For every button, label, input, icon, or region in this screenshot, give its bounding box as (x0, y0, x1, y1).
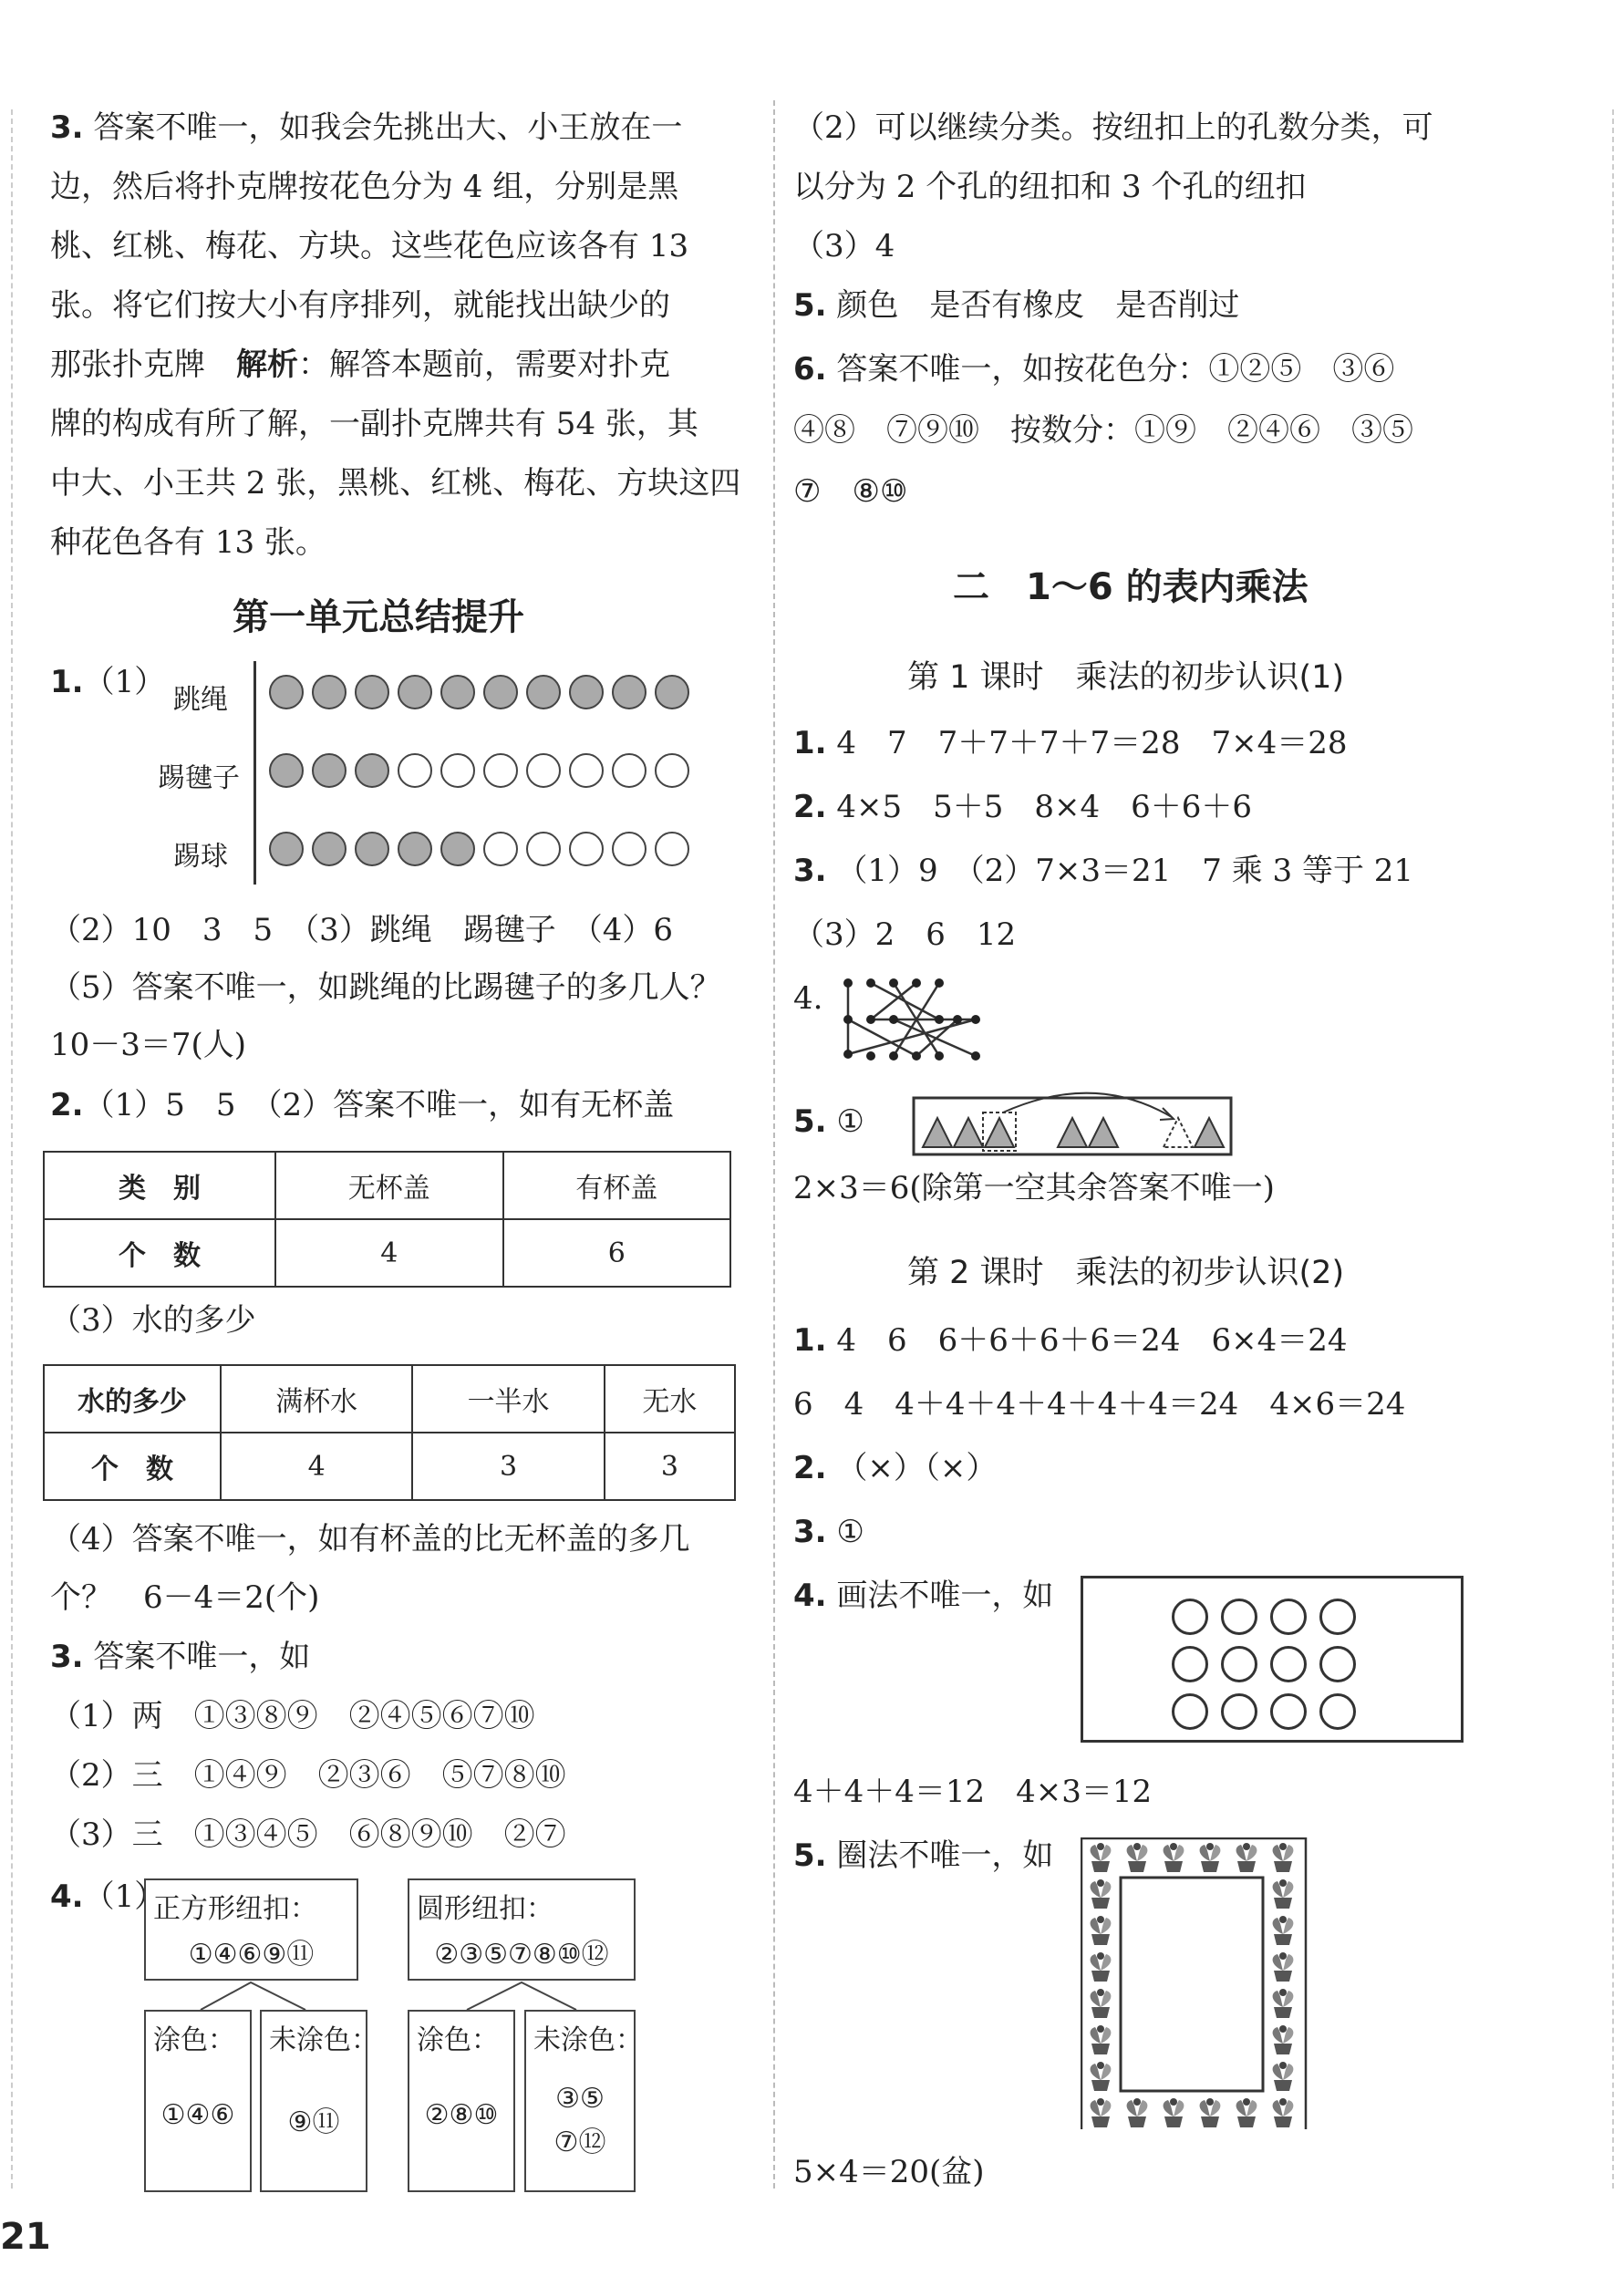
flower-pot-icon (1091, 2098, 1112, 2127)
page-number: 21 (0, 2216, 51, 2258)
round-uncolored-title: 未涂色： (533, 2024, 643, 2056)
row-label-shuttlecock: 踢毽子 (158, 762, 240, 794)
l2-line-3: 2. （×）（×） (793, 1450, 998, 1486)
r-top-line-1: （2）可以继续分类。按纽扣上的孔数分类，可 (793, 109, 1433, 146)
water-table-header-half: 一半水 (412, 1365, 604, 1433)
filled-circle (269, 753, 304, 788)
q3-line-3: 桃、红桃、梅花、方块。这些花色应该各有 13 (50, 228, 689, 264)
circle (1221, 1646, 1257, 1682)
l1-line-4: （3）2 6 12 (793, 916, 1017, 953)
flower-pot-icon (1236, 2098, 1257, 2127)
circle (1270, 1693, 1307, 1730)
round-uncolored-items-2: ⑦⑫ (553, 2127, 606, 2158)
empty-circle (569, 753, 604, 788)
left-margin-line (11, 109, 13, 2189)
flower-pot-icon (1091, 1879, 1112, 1909)
l1-line-3: 3. （1）9 （2）7×3＝21 7 乘 3 等于 21 (793, 853, 1414, 889)
empty-circle (526, 753, 561, 788)
filled-circle (355, 832, 389, 866)
lesson1-title: 第 1 课时 乘法的初步认识(1) (907, 659, 1345, 696)
q1-line-3: （5）答案不唯一，如跳绳的比踢毽子的多几人？ (50, 969, 721, 1006)
square-colored-title: 涂色： (153, 2024, 235, 2056)
r-top-line-3: （3）4 (793, 228, 895, 264)
empty-circle (612, 832, 646, 866)
water-table-row-label: 个 数 (44, 1433, 221, 1500)
l2-line-1: 1. 4 6 6＋6＋6＋6＝24 6×4＝24 (793, 1322, 1348, 1359)
round-colored-title: 涂色： (417, 2024, 499, 2056)
round-uncolored-items-1: ③⑤ (555, 2083, 605, 2115)
l2-q5-answer: 5×4＝20(盆) (793, 2154, 985, 2190)
filled-circle (312, 753, 347, 788)
lid-table-header-category: 类 别 (44, 1152, 275, 1219)
circle-grid (1165, 1593, 1375, 1735)
tree-connectors (50, 1981, 743, 2012)
flower-pot-icon (1273, 1916, 1294, 1945)
water-table-cell-none: 3 (605, 1433, 735, 1500)
circle (1319, 1599, 1356, 1635)
flower-pot-icon (1236, 1843, 1257, 1872)
circle (1172, 1646, 1208, 1682)
empty-circle (526, 832, 561, 866)
q2-line-2: （3）水的多少 (50, 1302, 256, 1339)
l2-q4-answer: 4＋4＋4＝12 4×3＝12 (793, 1774, 1153, 1810)
r-top-line-2: 以分为 2 个孔的纽扣和 3 个孔的纽扣 (793, 169, 1307, 205)
flower-pot-icon (1164, 2098, 1184, 2127)
circle-row-ball (269, 832, 698, 866)
r-q5-line: 5. 颜色 是否有橡皮 是否削过 (793, 287, 1240, 324)
water-table-cell-full: 4 (221, 1433, 412, 1500)
q3-line-4: 张。将它们按大小有序排列，就能找出缺少的 (50, 287, 670, 324)
filled-circle (655, 675, 689, 709)
filled-circle (483, 675, 518, 709)
square-buttons-title: 正方形纽扣： (153, 1893, 317, 1925)
empty-circle (440, 753, 475, 788)
lid-table-row-label: 个 数 (44, 1219, 275, 1287)
l2-q4-line: 4. 画法不唯一，如 (793, 1578, 1054, 1614)
flower-pot-icon (1091, 1952, 1112, 1982)
circle (1270, 1646, 1307, 1682)
filled-circle (355, 753, 389, 788)
square-uncolored-items: ⑨⑪ (287, 2106, 340, 2138)
round-buttons-box (408, 1878, 636, 1981)
filled-circle (312, 832, 347, 866)
r-q6-line-2: ④⑧ ⑦⑨⑩ 按数分：①⑨ ②④⑥ ③⑤ (793, 412, 1413, 449)
dot-line-diagram (839, 974, 994, 1065)
flower-pot-icon (1091, 1916, 1112, 1945)
empty-circle (655, 832, 689, 866)
water-table-cell-half: 3 (412, 1433, 604, 1500)
triangle-diagram (912, 1076, 1240, 1163)
flower-pot-icon (1273, 1843, 1294, 1872)
analysis-line-1: 牌的构成有所了解，一副扑克牌共有 54 张，其 (50, 406, 698, 442)
circle (1319, 1646, 1356, 1682)
empty-circle (655, 753, 689, 788)
square-uncolored-box (260, 2010, 378, 2192)
r-q6-line-1: 6. 答案不唯一，如按花色分：①②⑤ ③⑥ (793, 351, 1395, 388)
q3-line-2: 边，然后将扑克牌按花色分为 4 组，分别是黑 (50, 169, 679, 205)
l2-line-4: 3. ① (793, 1514, 864, 1550)
round-colored-box (408, 2010, 515, 2192)
l1-q5-answer: 2×3＝6(除第一空其余答案不唯一) (793, 1170, 1275, 1206)
filled-circle (440, 675, 475, 709)
water-table-header-none: 无水 (605, 1365, 735, 1433)
q3-line-5: 那张扑克牌 解析：解答本题前，需要对扑克 (50, 347, 670, 383)
round-colored-items: ②⑧⑩ (424, 2099, 499, 2131)
filled-circle (355, 675, 389, 709)
square-buttons-items: ①④⑥⑨⑪ (188, 1939, 315, 1971)
circle (1319, 1693, 1356, 1730)
q3b-line-2: （1）两 ①③⑧⑨ ②④⑤⑥⑦⑩ (50, 1698, 535, 1734)
flower-pot-icon (1273, 1952, 1294, 1982)
circle-row-jump-rope (269, 675, 698, 709)
flower-pot-icon (1091, 1989, 1112, 2018)
empty-circle (483, 753, 518, 788)
filled-circle (569, 675, 604, 709)
empty-circle (612, 753, 646, 788)
lid-table-cell-with-lid: 6 (503, 1219, 731, 1287)
square-colored-items: ①④⑥ (160, 2099, 235, 2131)
flower-pot-icon (1091, 2062, 1112, 2091)
row-label-ball: 踢球 (173, 841, 228, 873)
lid-table (43, 1151, 731, 1288)
circle (1172, 1693, 1208, 1730)
column-divider (773, 100, 775, 2189)
flower-pot-icon (1164, 1843, 1184, 1872)
chapter-title: 二 1～6 的表内乘法 (953, 566, 1309, 608)
filled-circle (398, 675, 432, 709)
section-title: 第一单元总结提升 (233, 596, 524, 638)
round-buttons-title: 圆形纽扣： (417, 1893, 553, 1925)
row-label-jump-rope: 跳绳 (173, 684, 228, 716)
square-colored-box (144, 2010, 252, 2192)
right-margin-line (1612, 109, 1614, 2189)
q1-label: 1.（1） (50, 664, 166, 700)
q4-label: 4.（1） (50, 1878, 166, 1915)
round-buttons-items: ②③⑤⑦⑧⑩⑫ (434, 1939, 609, 1971)
q2-line-1: 2.（1）5 5 （2）答案不唯一，如有无杯盖 (50, 1087, 675, 1123)
flower-pot-icon (1273, 2062, 1294, 2091)
circle (1221, 1693, 1257, 1730)
circle (1172, 1599, 1208, 1635)
flower-pot-icon (1127, 1843, 1148, 1872)
filled-circle (269, 832, 304, 866)
circle-row-shuttlecock (269, 753, 698, 788)
analysis-label: 解析 (236, 347, 298, 383)
q3b-line-3: （2）三 ①④⑨ ②③⑥ ⑤⑦⑧⑩ (50, 1757, 566, 1794)
flower-pot-frame (1081, 1837, 1309, 2129)
filled-circle (312, 675, 347, 709)
square-uncolored-title: 未涂色： (269, 2024, 378, 2056)
empty-circle (483, 832, 518, 866)
round-uncolored-box (524, 2010, 643, 2192)
flower-pot-icon (1127, 2098, 1148, 2127)
empty-circle (398, 753, 432, 788)
lid-table-header-no-lid: 无杯盖 (275, 1152, 503, 1219)
flower-pot-icon (1273, 2098, 1294, 2127)
l2-q5-line: 5. 圈法不唯一，如 (793, 1837, 1054, 1874)
q1-line-4: 10－3＝7(人) (50, 1027, 247, 1063)
q1-line-2: （2）10 3 5 （3）跳绳 踢毽子 （4）6 (50, 912, 674, 948)
l1-q4-num: 4. (793, 980, 823, 1017)
l2-line-2: 6 4 4＋4＋4＋4＋4＋4＝24 4×6＝24 (793, 1386, 1406, 1423)
water-table-header-full: 满杯水 (221, 1365, 412, 1433)
r-q6-line-3: ⑦ ⑧⑩ (793, 473, 908, 510)
l1-line-2: 2. 4×5 5＋5 8×4 6＋6＋6 (793, 789, 1253, 825)
filled-circle (612, 675, 646, 709)
square-buttons-box (144, 1878, 358, 1981)
q3b-line-1: 3. 答案不唯一，如 (50, 1639, 311, 1675)
circle (1221, 1599, 1257, 1635)
flower-pot-icon (1273, 2025, 1294, 2054)
q3b-line-4: （3）三 ①③④⑤ ⑥⑧⑨⑩ ②⑦ (50, 1816, 566, 1853)
filled-circle (526, 675, 561, 709)
water-table (43, 1364, 736, 1501)
flower-pot-icon (1091, 2025, 1112, 2054)
lid-table-cell-no-lid: 4 (275, 1219, 503, 1287)
filled-circle (269, 675, 304, 709)
lid-table-header-with-lid: 有杯盖 (503, 1152, 731, 1219)
circle (1270, 1599, 1307, 1635)
q2-line-3: （4）答案不唯一，如有杯盖的比无杯盖的多几 (50, 1521, 690, 1557)
lesson2-title: 第 2 课时 乘法的初步认识(2) (907, 1255, 1345, 1291)
chart-axis (253, 661, 256, 885)
empty-circle (569, 832, 604, 866)
analysis-line-3: 种花色各有 13 张。 (50, 524, 326, 561)
circle-drawing-box (1081, 1576, 1464, 1743)
flower-pot-icon (1273, 1989, 1294, 2018)
q2-line-4: 个？ 6－4＝2(个) (50, 1579, 320, 1616)
flower-pot-icon (1273, 1879, 1294, 1909)
l1-line-1: 1. 4 7 7＋7＋7＋7＝28 7×4＝28 (793, 725, 1348, 761)
q3-line-1: 3. 答案不唯一，如我会先挑出大、小王放在一 (50, 109, 683, 146)
flower-pot-icon (1200, 2098, 1221, 2127)
water-table-header-amount: 水的多少 (44, 1365, 221, 1433)
l1-q5-line: 5. ① (793, 1103, 864, 1140)
filled-circle (398, 832, 432, 866)
flower-pot-icon (1091, 1843, 1112, 1872)
analysis-line-2: 中大、小王共 2 张，黑桃、红桃、梅花、方块这四 (50, 465, 741, 502)
filled-circle (440, 832, 475, 866)
flower-pot-icon (1200, 1843, 1221, 1872)
